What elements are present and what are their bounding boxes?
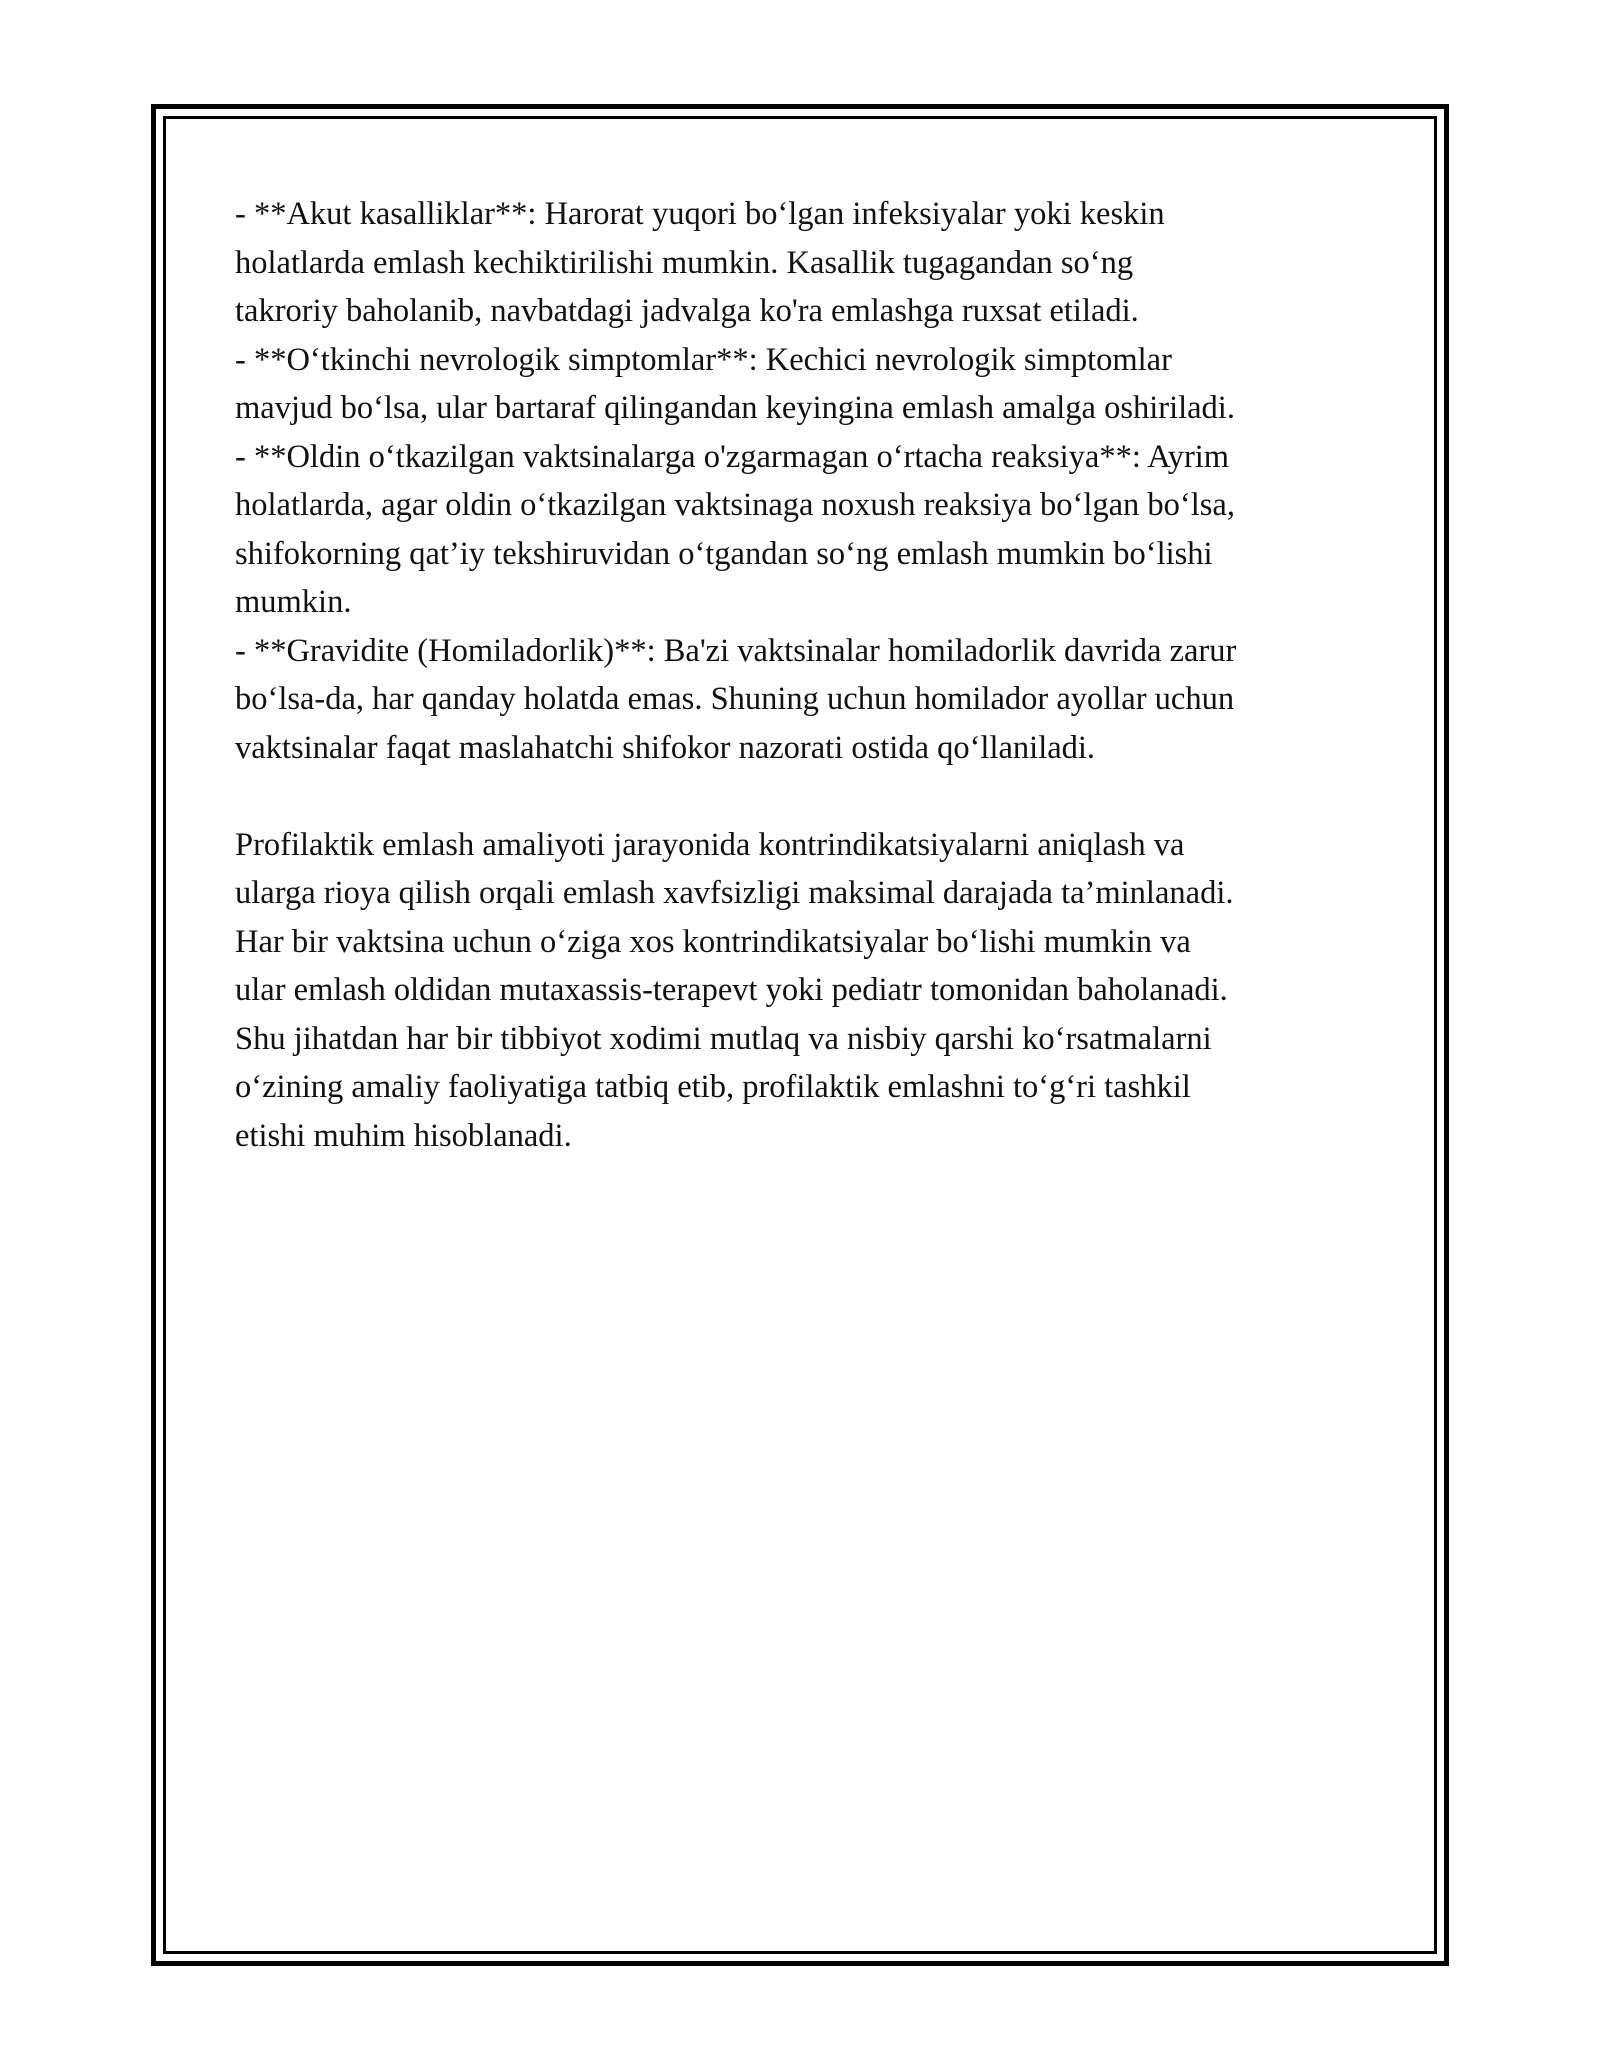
text-line: bo‘lsa-da, har qanday holatda emas. Shuning uchun homilador ayollar uchun bbox=[235, 681, 1235, 717]
document-body bbox=[235, 190, 1385, 1160]
text-line: shifokorning qat’iy tekshiruvidan o‘tgandan so‘ng emlash mumkin bo‘lishi bbox=[235, 535, 1213, 572]
text-line: mumkin. bbox=[235, 584, 352, 620]
text-line: Shu jihatdan har bir tibbiyot xodimi mutlaq va nisbiy qarshi ko‘rsatmalarni bbox=[235, 1020, 1212, 1057]
text-line: etishi muhim hisoblanadi. bbox=[235, 1117, 572, 1154]
paragraph-spacer bbox=[235, 772, 1385, 821]
text-line: ularga rioya qilish orqali emlash xavfsizligi maksimal darajada ta’minlanadi. bbox=[235, 875, 1234, 911]
text-line: - **Oldin o‘tkazilgan vaktsinalarga o'zgarmagan o‘rtacha reaksiya**: Ayrim bbox=[235, 438, 1230, 475]
text-line: ular emlash oldidan mutaxassis-terapevt yoki pediatr tomonidan baholanadi. bbox=[235, 972, 1228, 1008]
bullet-otkinchi-nevrologik bbox=[235, 336, 1385, 433]
text-line: - **O‘tkinchi nevrologik simptomlar**: Kechici nevrologik simptomlar bbox=[235, 341, 1172, 378]
paragraph-summary bbox=[235, 821, 1385, 1161]
text-line: - **Akut kasalliklar**: Harorat yuqori bo‘lgan infeksiyalar yoki keskin bbox=[235, 196, 1165, 232]
text-line: takroriy baholanib, navbatdagi jadvalga ko'ra emlashga ruxsat etiladi. bbox=[235, 293, 1139, 329]
text-line: - **Gravidite (Homiladorlik)**: Ba'zi vaktsinalar homiladorlik davrida zarur bbox=[235, 632, 1237, 669]
text-line: vaktsinalar faqat maslahatchi shifokor nazorati ostida qo‘llaniladi. bbox=[235, 729, 1096, 766]
text-line: holatlarda, agar oldin o‘tkazilgan vaktsinaga noxush reaksiya bo‘lgan bo‘lsa, bbox=[235, 487, 1235, 523]
text-line: Har bir vaktsina uchun o‘ziga xos kontrindikatsiyalar bo‘lishi mumkin va bbox=[235, 923, 1191, 960]
text-line: holatlarda emlash kechiktirilishi mumkin. Kasallik tugagandan so‘ng bbox=[235, 244, 1134, 281]
bullet-gravidite bbox=[235, 627, 1385, 773]
bullet-oldin-reaksiya bbox=[235, 433, 1385, 627]
bullet-akut-kasalliklar bbox=[235, 190, 1385, 336]
text-line: o‘zining amaliy faoliyatiga tatbiq etib, profilaktik emlashni to‘g‘ri tashkil bbox=[235, 1069, 1191, 1105]
text-line: Profilaktik emlash amaliyoti jarayonida kontrindikatsiyalarni aniqlash va bbox=[235, 826, 1185, 863]
text-line: mavjud bo‘lsa, ular bartaraf qilingandan keyingina emlash amalga oshiriladi. bbox=[235, 390, 1235, 426]
